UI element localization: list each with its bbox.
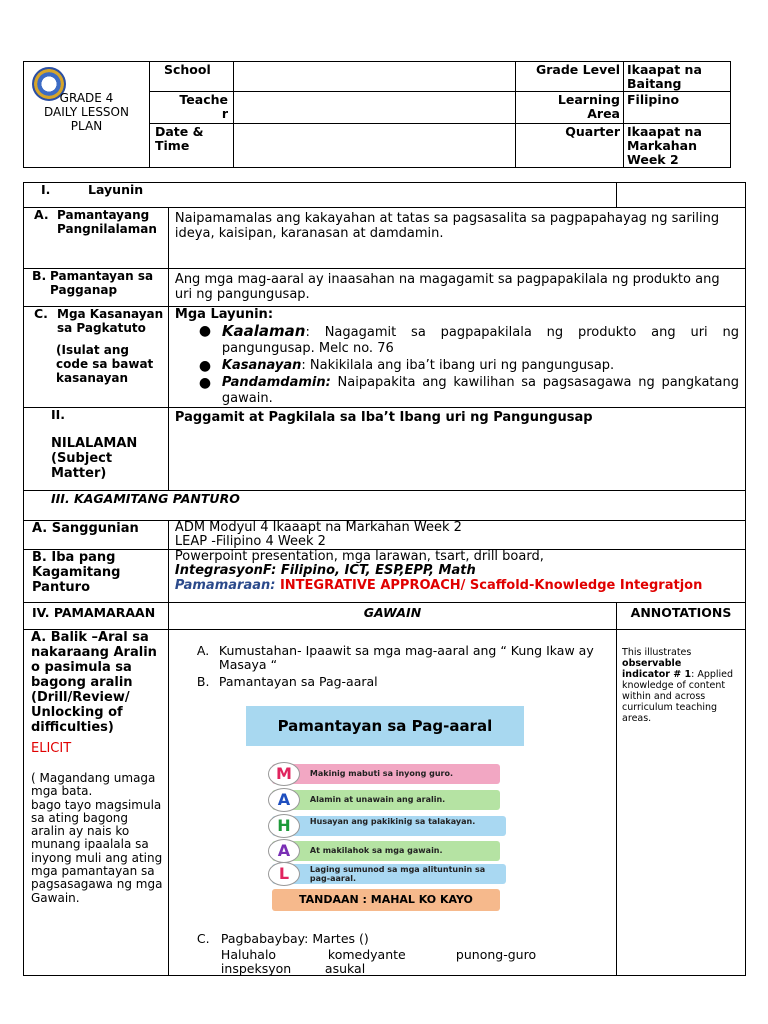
grade-level-label: Grade Level xyxy=(516,62,624,92)
quarter-label: Quarter xyxy=(516,124,624,168)
iba-pang-line-1: Powerpoint presentation, mga larawan, tsart, drill board, xyxy=(174,549,544,564)
pamantayang-pangnilalaman-row xyxy=(24,208,746,269)
pamantayan-sa-pagganap-text: Ang mga mag-aaral ay inaasahan na magagamit sa pagpapakilala ng produkto ang uri ng pangungusap. xyxy=(168,269,745,307)
iba-pang-content xyxy=(168,550,745,603)
spelling-word: komedyante xyxy=(327,947,406,962)
objective-key: Kasanayan xyxy=(221,358,302,373)
school-label: School xyxy=(150,62,234,92)
poster-row-text: Makinig mabuti sa inyong guro. xyxy=(309,769,454,778)
annotations-header: ANNOTATIONS xyxy=(617,603,746,630)
gawain-steps xyxy=(169,644,614,692)
annotation-cell xyxy=(617,630,746,976)
nilalaman-title: NILALAMAN (Subject Matter) xyxy=(51,436,138,481)
balik-aral-gawain: A. Kumustahan- Ipaawit sa mga mag-aaral ang “ Kung Ikaw ay Masaya “ B. Pamantayan sa Pag-aaral Pamantayan sa Pag-aaral M Makinig mabuti sa inyong guro. A Alamin at unawain ang aralin. H Husayan ang pakikinig sa talakayan. A At makilahok sa mga gawain. L Laging sumunod sa mga alituntunin sa pag-aaral. TANDAAN : MAHAL KO KAYO C. Pagbabaybay: Martes () Haluhalo komedyante punong-guro inspeksyon asukal xyxy=(168,630,616,976)
objective-text: : Nagagamit sa pagpapakilala ng produkto ang uri ng pangungusap. Melc no. 76 xyxy=(221,325,739,356)
poster-letter: L xyxy=(268,862,300,886)
poster-letter: M xyxy=(268,762,300,786)
integrasyon-line: IntegrasyonF: Filipino, ICT, ESP,EPP, Math xyxy=(174,563,476,578)
objective-pandamdamin xyxy=(175,375,739,407)
gawain-header: GAWAIN xyxy=(168,603,616,630)
nilalaman-text: Paggamit at Pagkilala sa Iba’t Ibang uri ng Pangungusap xyxy=(168,408,745,491)
objective-text: : Nakikilala ang iba’t ibang uri ng pangungusap. xyxy=(301,358,615,373)
header-table xyxy=(23,61,731,168)
kasanayan-content xyxy=(168,307,745,408)
gawain-step: A. Kumustahan- Ipaawit sa mga mag-aaral ang “ Kung Ikaw ay Masaya “ xyxy=(196,643,594,672)
pamamaraan-line xyxy=(175,579,739,593)
balik-aral-label: A. Balik –Aral sa nakaraang Aralin o pasimula sa bagong aralin (Drill/Review/ Unlocking of difficulties) xyxy=(31,630,157,735)
iba-pang-label: B. Iba pang Kagamitang Panturo xyxy=(24,550,169,603)
label-text: Pamantayan sa Pagganap xyxy=(50,269,154,297)
pamamaraan-header-row xyxy=(24,603,746,630)
poster-title: Pamantayan sa Pag-aaral xyxy=(246,706,524,746)
sanggunian-content xyxy=(168,521,745,550)
iba-pang-row xyxy=(24,550,746,603)
objectives-list xyxy=(175,323,739,407)
objective-text: Naipapakita ang kawilihan sa pagsasagawa ng pangkatang gawain. xyxy=(221,375,739,406)
kasanayan-label xyxy=(24,307,169,408)
pamamaraan-value: INTEGRATIVE APPROACH/ Scaffold-Knowledge Integratjon xyxy=(275,578,703,593)
spelling-word: inspeksyon xyxy=(220,961,292,976)
item-marker: A. xyxy=(34,207,49,222)
poster-row-text: Alamin at unawain ang aralin. xyxy=(309,795,446,804)
spelling-word: asukal xyxy=(324,961,366,976)
nilalaman-row xyxy=(24,408,746,491)
org-title: GRADE 4 DAILY LESSON PLAN xyxy=(44,91,129,133)
label-text: Pamantayang Pangnilalaman xyxy=(57,208,157,236)
poster-letter: H xyxy=(268,814,300,838)
poster-row-text: Laging sumunod sa mga alituntunin sa pag-aaral. xyxy=(309,865,486,883)
objective-kaalaman xyxy=(175,323,739,357)
poster-row xyxy=(272,764,500,784)
pamantayan-sa-pagganap-label xyxy=(24,269,169,307)
kagamitan-heading: III. KAGAMITANG PANTURO xyxy=(24,491,746,521)
teacher-value[interactable] xyxy=(234,92,516,124)
pamantayan-poster-image xyxy=(246,706,524,919)
poster-row-text: Husayan ang pakikinig sa talakayan. xyxy=(309,817,476,826)
item-marker: C. xyxy=(34,306,48,321)
layunin-number: I. xyxy=(41,182,51,197)
balik-aral-note: ( Magandang umaga mga bata. bago tayo magsimula sa ating bagong aralin ay nais ko munang ipaalala sa inyong muli ang ating mga pamantayan sa pagsasagawa ng mga Gawain. xyxy=(31,771,163,905)
poster-row xyxy=(272,864,506,884)
poster-letter: A xyxy=(268,839,300,863)
objective-key: Pandamdamin: xyxy=(221,375,331,390)
sanggunian-row xyxy=(24,521,746,550)
quarter-value: Ikaapat na Markahan Week 2 xyxy=(624,124,731,168)
school-value[interactable] xyxy=(234,62,516,92)
poster-letter: A xyxy=(268,788,300,812)
layunin-title: Layunin xyxy=(88,182,144,197)
spelling-word: punong-guro xyxy=(455,947,537,962)
poster-row xyxy=(272,790,500,810)
org-box xyxy=(24,62,150,168)
learning-area-label: Learning Area xyxy=(516,92,624,124)
balik-aral-row xyxy=(24,630,746,976)
pamamaraan-header: IV. PAMAMARAAN xyxy=(24,603,169,630)
annotation-text: This illustrates observable indicator # 1: Applied knowledge of content within and across curriculum teaching areas. xyxy=(622,647,734,724)
pamantayang-pangnilalaman-text: Naipamamalas ang kakayahan at tatas sa pagsasalita sa pagpapahayag ng sariling ideya, kaisipan, karanasan at damdamin. xyxy=(168,208,745,269)
learning-area-value: Filipino xyxy=(624,92,731,124)
poster-footer: TANDAAN : MAHAL KO KAYO xyxy=(272,889,500,911)
poster-row-text: At makilahok sa mga gawain. xyxy=(309,846,443,855)
kasanayan-note: (Isulat ang code sa bawat kasanayan xyxy=(56,343,154,385)
kasanayan-row xyxy=(24,307,746,408)
pamantayan-sa-pagganap-row xyxy=(24,269,746,307)
nilalaman-label xyxy=(24,408,169,491)
sanggunian-line-2: LEAP -Filipino 4 Week 2 xyxy=(174,534,326,549)
sanggunian-line-1: ADM Modyul 4 Ikaaapt na Markahan Week 2 xyxy=(174,520,462,535)
date-time-value[interactable] xyxy=(234,124,516,168)
layunin-heading xyxy=(24,183,617,208)
pamantayang-pangnilalaman-label xyxy=(24,208,169,269)
elicit-label: ELICIT xyxy=(31,741,72,756)
layunin-blank xyxy=(617,183,746,208)
layunin-row xyxy=(24,183,746,208)
mga-layunin-heading: Mga Layunin: xyxy=(174,307,274,322)
objective-key: Kaalaman xyxy=(221,322,306,340)
spelling-word: Haluhalo xyxy=(220,947,277,962)
poster-row xyxy=(272,841,500,861)
pamamaraan-label: Pamamaraan: xyxy=(174,578,276,593)
nilalaman-number: II. xyxy=(51,407,66,422)
poster-row xyxy=(272,816,506,836)
gawain-step: B. Pamantayan sa Pag-aaral xyxy=(196,674,378,689)
grade-level-value: Ikaapat na Baitang xyxy=(624,62,731,92)
label-text: Mga Kasanayan sa Pagkatuto xyxy=(57,307,164,335)
item-marker: B. xyxy=(32,268,47,283)
teacher-label: Teache r xyxy=(150,92,234,124)
sanggunian-label: A. Sanggunian xyxy=(24,521,169,550)
date-time-label: Date & Time xyxy=(150,124,234,168)
objective-kasanayan xyxy=(175,358,739,374)
annotation-indicator: observable indicator # 1 xyxy=(622,658,692,680)
balik-aral-label-cell xyxy=(24,630,169,976)
lesson-plan-table xyxy=(23,182,746,976)
kagamitan-row xyxy=(24,491,746,521)
